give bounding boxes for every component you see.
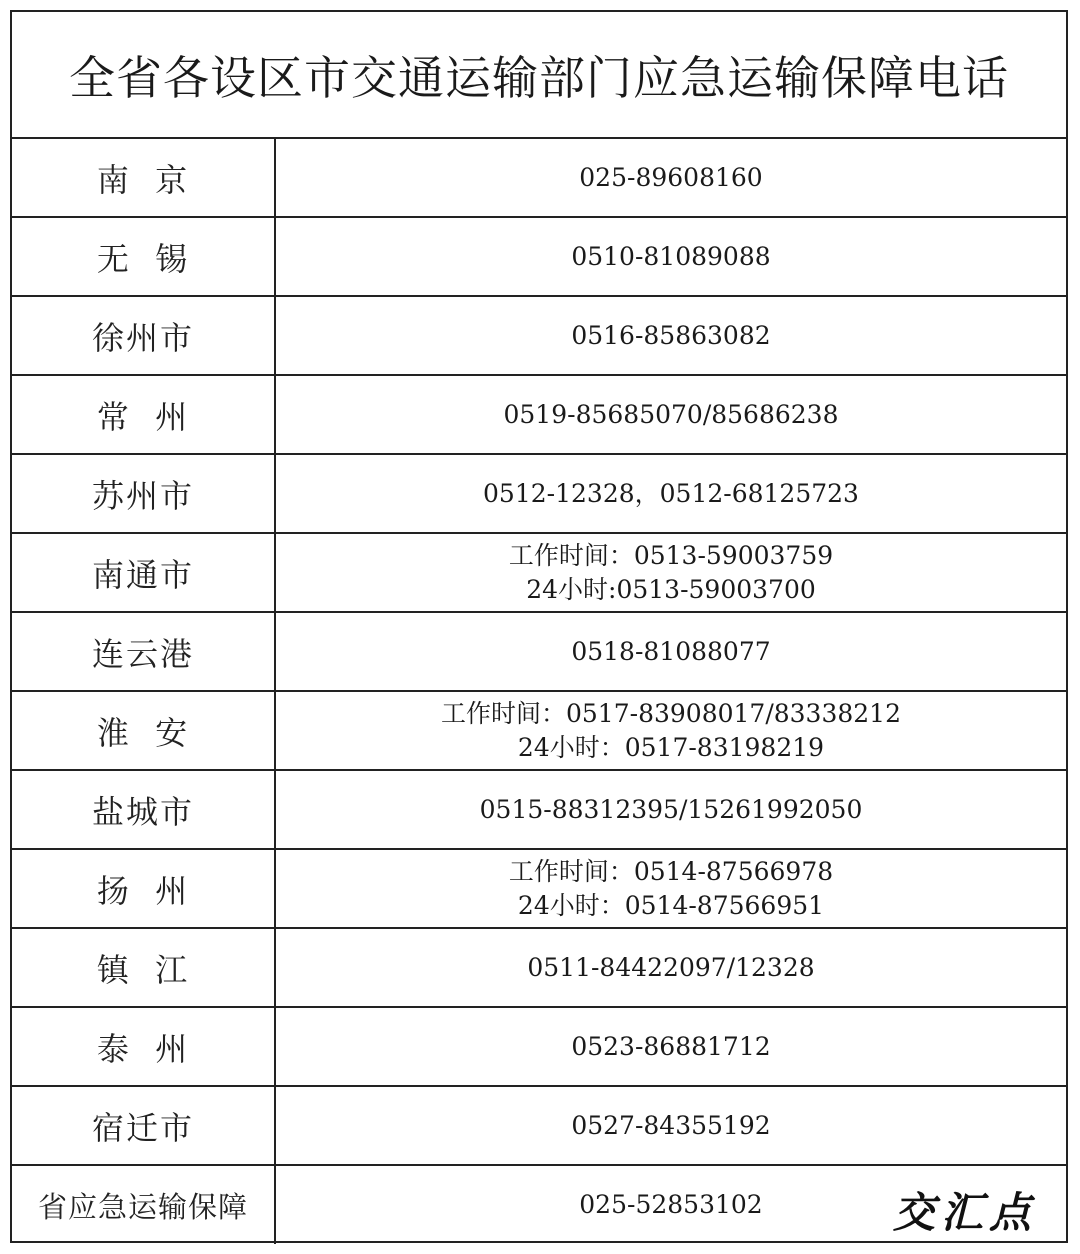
city-cell: 盐城市 [12, 771, 276, 848]
phone-cell [276, 850, 1066, 927]
table-row [12, 534, 1066, 613]
phone-number-working-hours: 工作时间：0517-83908017/83338212 [441, 698, 901, 728]
phone-cell [276, 1008, 1066, 1085]
city-cell: 南通市 [12, 534, 276, 611]
phone-cell [276, 613, 1066, 690]
phone-number: 025-52853102 [579, 1190, 763, 1219]
table-row [12, 297, 1066, 376]
phone-number: 0515-88312395/15261992050 [479, 794, 863, 824]
city-cell: 苏州市 [12, 455, 276, 532]
city-cell: 连云港 [12, 613, 276, 690]
table-title: 全省各设区市交通运输部门应急运输保障电话 [12, 12, 1066, 139]
phone-cell [276, 455, 1066, 532]
watermark-logo: 交汇点 [893, 1188, 1038, 1237]
city-cell: 扬 州 [12, 850, 276, 927]
phone-cell [276, 534, 1066, 611]
phone-number: 0523-86881712 [571, 1031, 771, 1061]
table-body [12, 139, 1066, 1244]
phone-number: 0519-85685070/85686238 [503, 399, 839, 429]
phone-number-working-hours: 工作时间：0513-59003759 [508, 540, 834, 570]
table-row [12, 850, 1066, 929]
phone-cell [276, 376, 1066, 453]
city-cell: 南 京 [12, 139, 276, 216]
table-row [12, 929, 1066, 1008]
table-row [12, 218, 1066, 297]
phone-cell [276, 771, 1066, 848]
city-cell: 宿迁市 [12, 1087, 276, 1164]
phone-number: 0512-12328，0512-68125723 [483, 478, 859, 508]
phone-number: 0511-84422097/12328 [527, 952, 815, 982]
phone-cell [276, 139, 1066, 216]
table-row [12, 692, 1066, 771]
phone-number: 0516-85863082 [571, 320, 771, 350]
phone-number-24h: 24小时：0514-87566951 [517, 890, 825, 920]
phone-cell [276, 218, 1066, 295]
city-cell: 淮 安 [12, 692, 276, 769]
table-row [12, 1087, 1066, 1166]
phone-number: 025-89608160 [579, 162, 763, 192]
phone-table [10, 10, 1068, 1243]
phone-number: 0518-81088077 [571, 636, 771, 666]
table-row [12, 376, 1066, 455]
phone-number: 0527-84355192 [571, 1110, 771, 1140]
phone-number-24h: 24小时：0517-83198219 [517, 732, 825, 762]
city-cell: 镇 江 [12, 929, 276, 1006]
city-cell: 常 州 [12, 376, 276, 453]
phone-number-working-hours: 工作时间：0514-87566978 [508, 856, 834, 886]
phone-cell [276, 929, 1066, 1006]
table-row [12, 455, 1066, 534]
phone-cell [276, 1087, 1066, 1164]
phone-cell [276, 297, 1066, 374]
city-cell: 省应急运输保障 [12, 1166, 276, 1244]
phone-cell [276, 692, 1066, 769]
phone-number-24h: 24小时:0513-59003700 [526, 574, 816, 604]
table-row [12, 771, 1066, 850]
table-row [12, 1008, 1066, 1087]
table-row [12, 139, 1066, 218]
city-cell: 无 锡 [12, 218, 276, 295]
phone-number: 0510-81089088 [571, 241, 771, 271]
table-row [12, 613, 1066, 692]
city-cell: 徐州市 [12, 297, 276, 374]
city-cell: 泰 州 [12, 1008, 276, 1085]
